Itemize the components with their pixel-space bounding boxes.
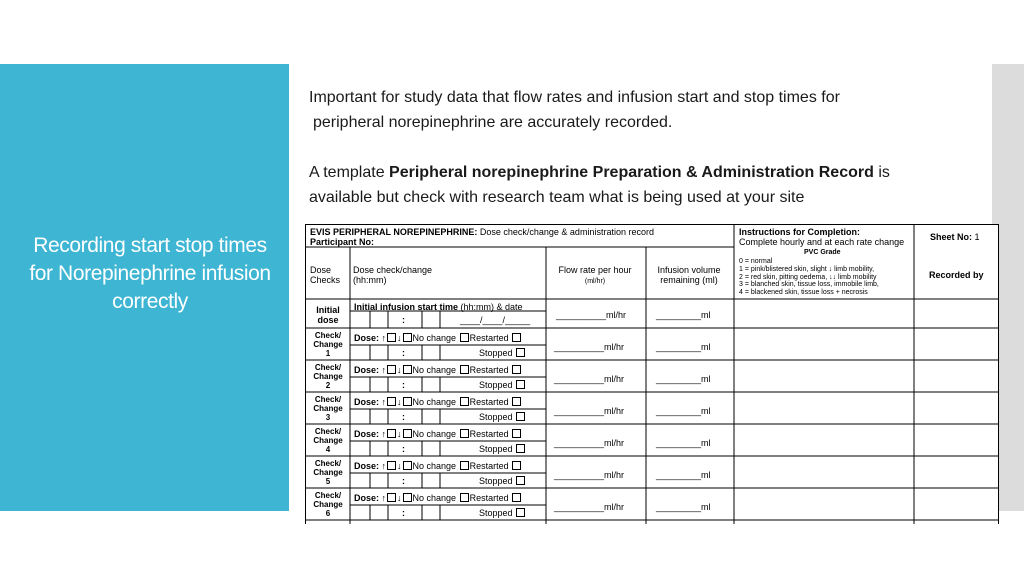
restarted-checkbox [512,365,521,374]
flow-rate-blank: __________ml/hr [554,406,625,416]
volume-blank: _________ml [656,342,711,352]
para2-line1 [309,160,999,185]
time-colon: : [402,412,405,422]
time-colon: : [402,444,405,454]
para1-line2: peripheral norepinephrine are accurately recorded. [313,114,673,131]
dose-options: Dose: ↑ ↓ No change Restarted [354,493,522,503]
volume-blank: _________ml [656,438,711,448]
check-row-label: Check/ Change 6 [313,491,343,518]
time-colon: : [402,380,405,390]
restarted-checkbox [512,493,521,502]
record-form-image [305,224,999,524]
volume-blank: _________ml [656,502,711,512]
stopped-checkbox [516,444,525,453]
initial-date-blank: ____/____/_____ [460,315,531,325]
volume-blank: _________ml [656,406,711,416]
decrease-checkbox [403,493,412,502]
restarted-checkbox [512,461,521,470]
col-infusion-volume: Infusion volume remaining (ml) [657,265,721,285]
initial-start-label: Initial infusion start time (hh:mm) & date [354,302,523,312]
check-row-label: Check/ Change 4 [313,427,343,454]
initial-dose-label: Initial dose [316,305,340,325]
col-dose-checks: Dose Checks [310,265,341,285]
increase-checkbox [387,493,396,502]
no-change-checkbox [460,365,469,374]
slide-title: Recording start stop times for Norepinephrine infusion correctly [29,234,271,313]
decrease-checkbox [403,429,412,438]
restarted-checkbox [512,429,521,438]
restarted-checkbox [512,397,521,406]
restarted-checkbox [512,333,521,342]
decrease-checkbox [403,461,412,470]
no-change-checkbox [460,397,469,406]
para2-template-name: Peripheral norepinephrine Preparation & Administration Record [389,164,874,181]
dose-options: Dose: ↑ ↓ No change Restarted [354,461,522,471]
increase-checkbox [387,461,396,470]
para2-prefix: A template [309,164,390,181]
dose-options: Dose: ↑ ↓ No change Restarted [354,365,522,375]
stopped-checkbox [516,348,525,357]
decrease-checkbox [403,365,412,374]
participant-label: Participant No: [310,237,375,247]
stopped-option: Stopped [479,348,526,358]
dose-options: Dose: ↑ ↓ No change Restarted [354,333,522,343]
para1-line1: Important for study data that flow rates and infusion start and stop times for [309,89,840,106]
stopped-checkbox [516,476,525,485]
no-change-checkbox [460,461,469,470]
decrease-checkbox [403,397,412,406]
stopped-checkbox [516,412,525,421]
recorded-by-label: Recorded by [929,270,984,280]
sheet-label: Sheet No: 1 [930,232,980,242]
check-row-label: Check/ Change 3 [313,395,343,422]
no-change-checkbox [460,429,469,438]
initial-volume-blank: _________ml [656,310,711,320]
check-row-label: Check/ Change 5 [313,459,343,486]
stopped-option: Stopped [479,412,526,422]
para2-suffix: is [873,164,890,181]
initial-flow-blank: __________ml/hr [556,310,627,320]
stopped-option: Stopped [479,476,526,486]
increase-checkbox [387,365,396,374]
volume-blank: _________ml [656,374,711,384]
pvc-title: PVC Grade [804,249,841,256]
increase-checkbox [387,397,396,406]
dose-options: Dose: ↑ ↓ No change Restarted [354,429,522,439]
flow-rate-blank: __________ml/hr [554,502,625,512]
pvc-legend: 0 = normal 1 = pink/blistered skin, slight ↓ limb mobility, 2 = red skin, pitting oedema, ↓↓ limb mobility 3 = blanched skin, tissue loss, immobile limb, 4 = blackened skin, tissue loss + necrosis [739,258,879,297]
stopped-option: Stopped [479,380,526,390]
instructions-text: Complete hourly and at each rate change [739,237,905,247]
form-title: EVIS PERIPHERAL NOREPINEPHRINE: Dose check/change & administration record [310,227,654,237]
check-row-label: Check/ Change 1 [313,331,343,358]
check-row-label: Check/ Change 2 [313,363,343,390]
increase-checkbox [387,429,396,438]
dose-options: Dose: ↑ ↓ No change Restarted [354,397,522,407]
time-colon: : [402,476,405,486]
stopped-checkbox [516,508,525,517]
no-change-checkbox [460,493,469,502]
no-change-checkbox [460,333,469,342]
instructions-title: Instructions for Completion: [739,227,860,237]
initial-time-colon: : [402,315,405,325]
time-colon: : [402,348,405,358]
flow-rate-blank: __________ml/hr [554,374,625,384]
flow-rate-blank: __________ml/hr [554,342,625,352]
increase-checkbox [387,333,396,342]
stopped-option: Stopped [479,444,526,454]
decrease-checkbox [403,333,412,342]
flow-rate-blank: __________ml/hr [554,438,625,448]
col-flow-rate: Flow rate per hour (ml/hr) [558,265,632,285]
flow-rate-blank: __________ml/hr [554,470,625,480]
stopped-checkbox [516,380,525,389]
para2-line2: available but check with research team what is being used at your site [309,189,805,206]
stopped-option: Stopped [479,508,526,518]
time-colon: : [402,508,405,518]
slide-body [309,85,999,210]
volume-blank: _________ml [656,470,711,480]
col-dose-change: Dose check/change (hh:mm) [353,265,433,285]
